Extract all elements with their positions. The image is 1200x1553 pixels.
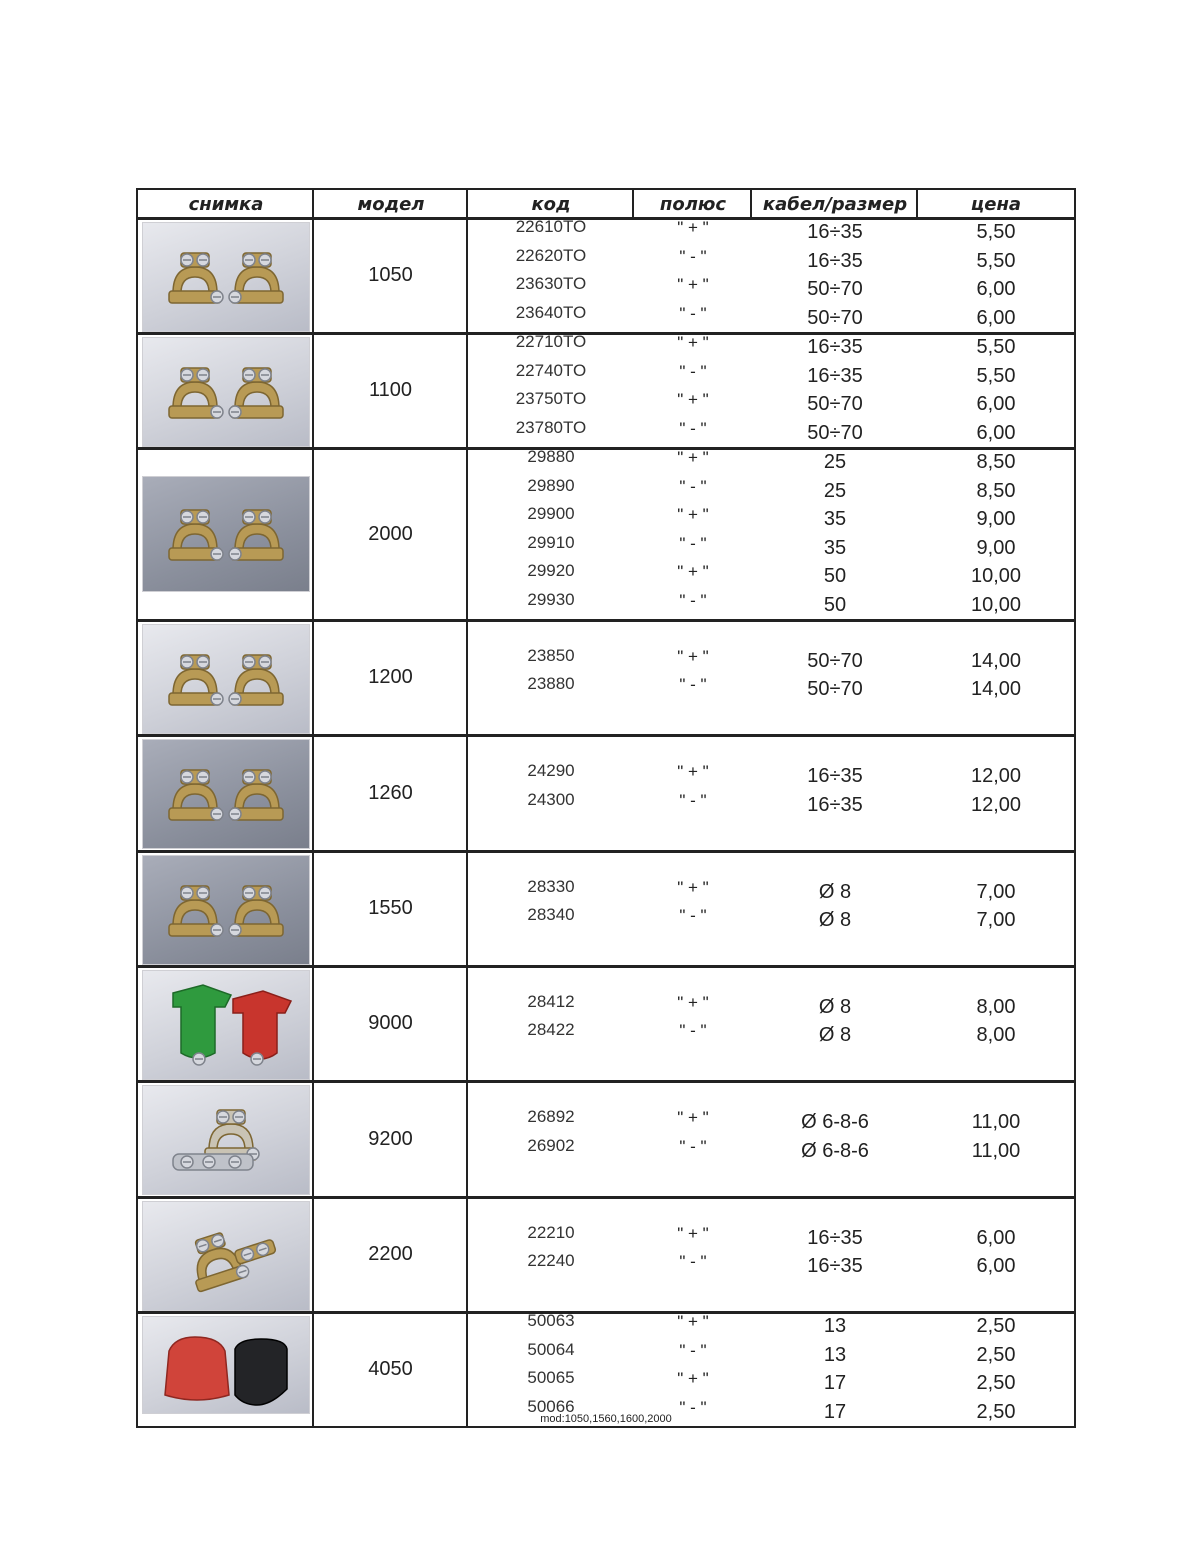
polarity: " + " (677, 1108, 709, 1127)
price: 8,50 (976, 451, 1016, 473)
cable-size: 17 (823, 1400, 847, 1423)
brass-terminal-pair-icon (142, 222, 310, 332)
table-row (468, 246, 1074, 274)
polarity: " - " (679, 790, 707, 810)
product-code: 28330 (527, 876, 575, 896)
price: 11,00 (971, 1139, 1021, 1162)
product-code: 23850 (527, 645, 575, 665)
product-code: 22620TO (515, 245, 587, 265)
cable-size: 16÷35 (807, 336, 863, 358)
product-code: 24300 (527, 789, 575, 809)
model-number: 9000 (368, 1012, 413, 1034)
header-price: цена (970, 194, 1022, 215)
price: 6,00 (976, 1255, 1016, 1277)
price: 2,50 (976, 1372, 1016, 1394)
polarity: " - " (679, 303, 707, 323)
price: 6,00 (976, 1226, 1016, 1249)
table-header (136, 188, 1076, 219)
cable-size: Ø 8 (818, 909, 852, 931)
cable-size: 13 (823, 1315, 847, 1337)
price: 5,50 (976, 221, 1016, 243)
model-number: 2200 (368, 1243, 413, 1265)
polarity: " - " (679, 418, 707, 438)
model-number: 1550 (368, 897, 413, 919)
polarity: " - " (679, 1397, 707, 1417)
product-code: 22240 (527, 1251, 575, 1270)
product-group-1550 (136, 851, 1076, 967)
price: 7,00 (976, 880, 1016, 903)
table-row (468, 303, 1074, 331)
polarity: " - " (679, 1021, 707, 1040)
table-row (468, 674, 1074, 702)
cable-size: 50÷70 (807, 678, 863, 700)
cable-size: 50÷70 (807, 393, 863, 415)
polarity: " - " (679, 476, 707, 496)
product-code: 29900 (527, 504, 575, 523)
product-code: 50064 (527, 1339, 575, 1359)
table-row (468, 332, 1074, 360)
table-row (468, 761, 1074, 789)
table-row (468, 361, 1074, 389)
brass-terminal-icon (142, 1201, 310, 1311)
green-red-terminal-caps-icon (142, 970, 310, 1080)
column-divider (312, 1083, 314, 1196)
column-divider (312, 1314, 314, 1426)
polarity: " + " (677, 218, 709, 237)
table-row (468, 504, 1074, 532)
polarity: " - " (679, 246, 707, 266)
price: 12,00 (970, 765, 1022, 787)
product-group-1260 (136, 735, 1076, 852)
polarity: " - " (679, 533, 707, 553)
cable-size: Ø 8 (818, 1024, 852, 1046)
cable-size: 16÷35 (807, 364, 863, 387)
header-cable: кабел/размер (762, 194, 908, 215)
column-divider (312, 220, 314, 332)
product-code: 28422 (527, 1020, 575, 1039)
polarity: " + " (677, 448, 709, 467)
product-group-9200 (136, 1081, 1076, 1198)
column-divider (312, 853, 314, 965)
product-code: 28412 (527, 991, 575, 1011)
price: 6,00 (976, 278, 1016, 300)
polarity: " + " (677, 1223, 709, 1243)
model-number: 1260 (368, 781, 413, 804)
product-group-2200 (136, 1197, 1076, 1313)
price: 5,50 (976, 336, 1016, 358)
model-number: 9200 (368, 1127, 413, 1150)
polarity: " - " (679, 1340, 707, 1360)
table-row (468, 217, 1074, 245)
cable-size: 13 (823, 1343, 847, 1366)
product-code: 29880 (527, 447, 575, 466)
table-row (468, 1340, 1074, 1368)
table-row (468, 646, 1074, 674)
table-row (468, 905, 1074, 933)
table-row (468, 533, 1074, 561)
polarity: " + " (677, 877, 709, 897)
header-divider (750, 190, 752, 217)
cable-size: 25 (823, 479, 847, 502)
product-code: 23630TO (515, 274, 587, 293)
price: 8,00 (976, 995, 1016, 1018)
cable-size: 16÷35 (807, 1255, 863, 1277)
price: 6,00 (976, 306, 1016, 329)
zinc-terminal-icon (142, 1085, 310, 1195)
model-number: 1050 (368, 264, 413, 286)
column-divider (312, 737, 314, 850)
cable-size: 50÷70 (807, 306, 863, 329)
price: 6,00 (976, 421, 1016, 444)
product-group-2000 (136, 448, 1076, 621)
price: 11,00 (971, 1111, 1021, 1133)
cable-size: 16÷35 (807, 765, 863, 787)
cable-size: 25 (823, 451, 847, 473)
model-number: 1200 (368, 666, 413, 688)
product-code: 50063 (527, 1311, 575, 1330)
polarity: " - " (679, 1136, 707, 1156)
column-divider (312, 335, 314, 447)
cable-size: Ø 6-8-6 (801, 1139, 869, 1162)
product-code: 50065 (527, 1368, 575, 1387)
model-number: 4050 (368, 1358, 413, 1380)
header-divider (312, 190, 314, 217)
price: 9,00 (976, 536, 1016, 559)
price: 2,50 (976, 1343, 1016, 1366)
product-code: 22710TO (515, 332, 587, 351)
header-pole: полюс (659, 194, 727, 215)
price: 2,50 (976, 1400, 1016, 1423)
table-row (468, 1251, 1074, 1279)
price: 5,50 (976, 364, 1016, 387)
price: 10,00 (970, 593, 1022, 616)
header-divider (632, 190, 634, 217)
column-divider (312, 968, 314, 1080)
polarity: " + " (677, 333, 709, 352)
product-group-9000 (136, 966, 1076, 1082)
model-number: 1100 (368, 379, 412, 401)
polarity: " + " (677, 1312, 709, 1331)
cable-size: 16÷35 (807, 793, 863, 816)
product-group-1050 (136, 218, 1076, 334)
polarity: " - " (679, 1252, 707, 1271)
polarity: " + " (677, 762, 709, 781)
cable-size: 50÷70 (807, 649, 863, 672)
column-divider (312, 622, 314, 734)
table-row (468, 1311, 1074, 1339)
product-code: 22610TO (515, 217, 587, 236)
cable-size: 50 (823, 565, 847, 587)
brass-terminal-pair-icon (142, 476, 310, 592)
cable-size: Ø 6-8-6 (801, 1111, 869, 1133)
product-group-1200 (136, 620, 1076, 736)
polarity: " + " (677, 505, 709, 524)
polarity: " + " (677, 275, 709, 294)
cable-size: 17 (823, 1372, 847, 1394)
table-row (468, 561, 1074, 589)
table-row (468, 1368, 1074, 1396)
product-group-4050 (136, 1312, 1076, 1428)
price: 10,00 (970, 565, 1022, 587)
product-code: 24290 (527, 761, 575, 780)
polarity: " - " (679, 675, 707, 694)
table-row (468, 476, 1074, 504)
price-table (136, 188, 1076, 1425)
cable-size: 16÷35 (807, 249, 863, 272)
product-code: 23780TO (515, 417, 587, 437)
price: 14,00 (970, 649, 1022, 672)
table-row (468, 1020, 1074, 1048)
price: 14,00 (970, 678, 1022, 700)
photo-caption: mod:1050,1560,1600,2000 (540, 1413, 672, 1425)
column-divider (312, 450, 314, 619)
header-code: код (531, 194, 571, 215)
price: 8,00 (976, 1024, 1016, 1046)
price: 5,50 (976, 249, 1016, 272)
header-divider (466, 190, 468, 217)
cable-size: 16÷35 (807, 221, 863, 243)
product-code: 50066 (527, 1396, 575, 1416)
brass-terminal-pair-icon (142, 624, 310, 734)
table-row (468, 1223, 1074, 1251)
price: 6,00 (976, 393, 1016, 415)
price: 8,50 (976, 479, 1016, 502)
product-code: 23640TO (515, 302, 587, 322)
product-code: 29920 (527, 561, 575, 580)
table-row (468, 992, 1074, 1020)
table-row (468, 418, 1074, 446)
polarity: " - " (679, 361, 707, 381)
cable-size: 16÷35 (807, 1226, 863, 1249)
product-code: 28340 (527, 905, 575, 924)
cable-size: Ø 8 (818, 995, 852, 1018)
polarity: " + " (677, 390, 709, 409)
table-row (468, 1136, 1074, 1164)
product-code: 23880 (527, 674, 575, 693)
polarity: " - " (679, 906, 707, 925)
red-black-terminal-covers-icon (142, 1316, 310, 1414)
table-row (468, 790, 1074, 818)
header-divider (916, 190, 918, 217)
header-photo: снимка (188, 194, 264, 215)
table-row (468, 590, 1074, 618)
brass-terminal-pair-icon (142, 855, 310, 965)
cable-size: 35 (823, 536, 847, 559)
product-code: 26902 (527, 1135, 575, 1155)
product-code: 23750TO (515, 389, 587, 408)
price: 2,50 (976, 1315, 1016, 1337)
cable-size: 50÷70 (807, 421, 863, 444)
product-code: 22740TO (515, 360, 587, 380)
polarity: " + " (677, 992, 709, 1012)
header-model: модел (357, 194, 425, 215)
brass-terminal-pair-icon (142, 739, 310, 849)
column-divider (312, 1199, 314, 1311)
polarity: " + " (677, 1369, 709, 1388)
polarity: " + " (677, 646, 709, 666)
cable-size: 50÷70 (807, 278, 863, 300)
table-row (468, 1107, 1074, 1135)
product-code: 26892 (527, 1107, 575, 1126)
product-group-1100 (136, 333, 1076, 449)
table-row (468, 274, 1074, 302)
product-code: 29890 (527, 475, 575, 495)
cable-size: Ø 8 (818, 880, 852, 903)
polarity: " - " (679, 590, 707, 610)
table-row (468, 447, 1074, 475)
polarity: " + " (677, 562, 709, 581)
model-number: 2000 (368, 522, 413, 545)
cable-size: 50 (823, 593, 847, 616)
product-code: 29910 (527, 532, 575, 552)
table-row (468, 389, 1074, 417)
product-code: 22210 (527, 1222, 575, 1242)
cable-size: 35 (823, 508, 847, 530)
product-code: 29930 (527, 589, 575, 609)
price: 12,00 (970, 793, 1022, 816)
brass-terminal-pair-icon (142, 337, 310, 447)
price: 7,00 (976, 909, 1016, 931)
table-row (468, 1397, 1074, 1425)
price: 9,00 (976, 508, 1016, 530)
table-row (468, 877, 1074, 905)
